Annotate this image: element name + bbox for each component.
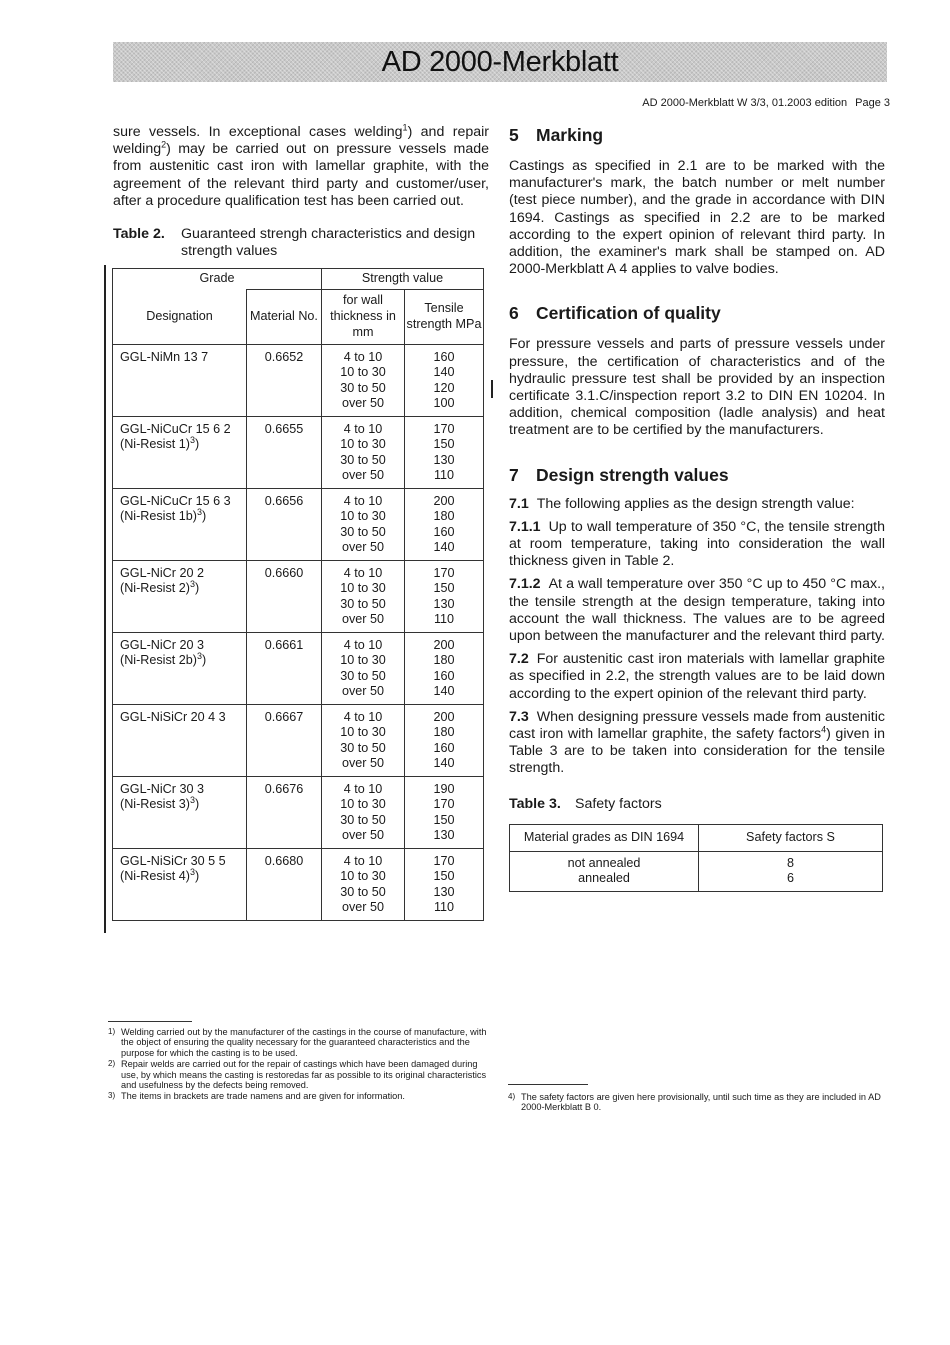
grade-name: GGL-NiMn 13 7: [120, 349, 209, 364]
document-reference: AD 2000-Merkblatt W 3/3, 01.2003 edition: [642, 97, 848, 109]
header-banner: [113, 42, 887, 82]
thickness-ranges: [322, 344, 405, 416]
tensile-values: [405, 344, 484, 416]
clause-7-1: [509, 496, 885, 513]
trade-name-text: (Ni-Resist 3): [120, 797, 190, 812]
tensile-value: 100: [433, 396, 455, 411]
grade-name: GGL-NiCr 20 2: [120, 565, 204, 580]
tensile-value: 200: [433, 709, 455, 724]
thickness-range: 10 to 30: [340, 509, 386, 524]
table-row: [113, 632, 484, 704]
table3-factors-cell: [699, 851, 883, 891]
thickness-range: 10 to 30: [340, 869, 386, 884]
grade-designation-cell: [113, 848, 247, 920]
header-material: Material No.: [247, 290, 322, 345]
section-5-body: Castings as specified in 2.1 are to be marked with the manufacturer's mark, the batch number or melt number (test piece number), and the grade in accordance with DIN 1694. Castings as specified in 2.2 are to be marked according to the expert opinion of relevant third party. In addition, the examiner's mark shall be stamped on. AD 2000-Merkblatt A 4 applies to valve bodies.: [509, 158, 885, 278]
tensile-value: 130: [433, 596, 455, 611]
thickness-range: over 50: [341, 468, 384, 483]
thickness-range: over 50: [341, 540, 384, 555]
tensile-values: [405, 416, 484, 488]
thickness-range: 10 to 30: [340, 437, 386, 452]
table2-title: Guaranteed strengh characteristics and design strength values: [181, 226, 476, 260]
thickness-range: over 50: [341, 396, 384, 411]
thickness-ranges: [322, 488, 405, 560]
footnote-ref-3: 3: [189, 578, 195, 589]
document-title: AD 2000-Merkblatt: [381, 46, 619, 78]
material-number: 0.6676: [247, 776, 322, 848]
tensile-value: 130: [433, 884, 455, 899]
table-row: [113, 704, 484, 776]
tensile-value: 110: [433, 900, 455, 915]
right-column: [509, 124, 885, 892]
tensile-value: 180: [433, 509, 455, 524]
header-grade: Grade: [113, 269, 322, 290]
table-row: [113, 776, 484, 848]
tensile-value: 140: [433, 365, 455, 380]
grade-designation-cell: [113, 704, 247, 776]
trade-name-text: (Ni-Resist 2b): [120, 653, 197, 668]
tensile-value: 170: [433, 853, 455, 868]
footnote-ref-3: 3: [196, 506, 202, 517]
tensile-values: [405, 848, 484, 920]
footnote-mark: 1): [108, 1027, 116, 1036]
material-number: 0.6655: [247, 416, 322, 488]
table3-label: Table 3.: [509, 795, 561, 812]
trade-name-text: (Ni-Resist 2): [120, 581, 190, 596]
thickness-range: over 50: [341, 828, 384, 843]
tensile-values: [405, 560, 484, 632]
thickness-range: 10 to 30: [340, 581, 386, 596]
section-title: Design strength values: [536, 464, 729, 485]
material-number: 0.6680: [247, 848, 322, 920]
tensile-value: 170: [433, 421, 455, 436]
table2-caption: [113, 226, 489, 260]
clause-text: The following applies as the design strength value:: [536, 495, 855, 512]
thickness-ranges: [322, 416, 405, 488]
clause-number: 7.2: [509, 651, 529, 668]
grade-trade-name: (Ni-Resist 4)$^3$): [120, 866, 200, 884]
tensile-value: 110: [433, 612, 455, 627]
grade-name: GGL-NiCr 20 3: [120, 637, 204, 652]
material-number: 0.6661: [247, 632, 322, 704]
grade-designation-cell: [113, 488, 247, 560]
thickness-range: 30 to 50: [340, 452, 386, 467]
thickness-range: 30 to 50: [340, 740, 386, 755]
thickness-range: 30 to 50: [340, 884, 386, 899]
footnotes-right: [508, 1092, 888, 1114]
tensile-value: 160: [433, 524, 455, 539]
section-number: 6: [509, 303, 519, 324]
grade-name: GGL-NiSiCr 20 4 3: [120, 709, 226, 724]
tensile-value: 160: [433, 668, 455, 683]
footnote-mark: 4): [508, 1092, 516, 1101]
clause-7-1-1: [509, 519, 885, 571]
clause-text-cont: ) given in Table 3 are to be taken into consideration for the tensile strength.: [509, 726, 885, 777]
footnote-3: [108, 1091, 488, 1101]
header-safety-factors: Safety factors S: [699, 824, 883, 851]
grade-designation-cell: [113, 776, 247, 848]
thickness-range: 4 to 10: [343, 493, 383, 508]
tensile-value: 200: [433, 637, 455, 652]
table2-label: Table 2.: [113, 226, 165, 243]
thickness-range: 10 to 30: [340, 797, 386, 812]
thickness-range: 10 to 30: [340, 653, 386, 668]
tensile-values: [405, 488, 484, 560]
thickness-range: 30 to 50: [340, 380, 386, 395]
material-number: 0.6652: [247, 344, 322, 416]
tensile-value: 130: [433, 828, 455, 843]
grade-trade-name: (Ni-Resist 2b)$^3$): [120, 650, 207, 668]
section-7-heading: [509, 464, 885, 486]
thickness-ranges: [322, 704, 405, 776]
clause-number: 7.1.2: [509, 576, 541, 593]
footnote-ref-3: 3: [189, 866, 195, 877]
tensile-value: 190: [433, 781, 455, 796]
table-row: [113, 344, 484, 416]
grade-annealed: annealed: [578, 871, 630, 886]
grade-not-annealed: not annealed: [567, 855, 641, 870]
thickness-range: 30 to 50: [340, 668, 386, 683]
trade-name-text: (Ni-Resist 1b): [120, 509, 197, 524]
tensile-value: 150: [433, 869, 455, 884]
clause-text: Up to wall temperature of 350 °C, the tensile strength at room temperature, taking into consideration the wall thickness given in Table 2.: [509, 518, 885, 570]
trade-name-text: (Ni-Resist 4): [120, 869, 190, 884]
table3-grades-cell: [510, 851, 699, 891]
thickness-range: 4 to 10: [343, 637, 383, 652]
footnote-ref-4: 4: [821, 724, 827, 735]
footnote-text: The safety factors are given here provisionally, until such time as they are included in AD 2000-Merkblatt B 0.: [521, 1092, 881, 1113]
clause-number: 7.1.1: [509, 518, 541, 535]
tensile-value: 180: [433, 725, 455, 740]
section-5-heading: [509, 124, 885, 146]
material-number: 0.6656: [247, 488, 322, 560]
tensile-values: [405, 776, 484, 848]
trade-name-text: (Ni-Resist 1): [120, 437, 190, 452]
thickness-ranges: [322, 776, 405, 848]
intro-text-1: sure vessels. In exceptional cases welding: [113, 124, 403, 140]
thickness-range: 10 to 30: [340, 365, 386, 380]
footnote-ref-2: 2: [161, 139, 167, 150]
tensile-value: 150: [433, 437, 455, 452]
tensile-value: 160: [433, 740, 455, 755]
tensile-value: 200: [433, 493, 455, 508]
clause-text: For austenitic cast iron materials with lamellar graphite as specified in 2.2, the strength values are to be laid down according to the expert opinion of the relevant third party.: [509, 651, 885, 702]
grade-designation-cell: [113, 560, 247, 632]
table2: [112, 268, 484, 921]
header-material-grades: Material grades as DIN 1694: [510, 824, 699, 851]
tensile-value: 150: [433, 581, 455, 596]
clause-number: 7.3: [509, 708, 529, 725]
footnote-1: [108, 1027, 488, 1058]
grade-name: GGL-NiCuCr 15 6 2: [120, 421, 231, 436]
grade-designation-cell: [113, 632, 247, 704]
table2-sidebar-rule: [104, 265, 106, 933]
grade-name: GGL-NiCr 30 3: [120, 781, 204, 796]
section-6-body: For pressure vessels and parts of pressure vessels under pressure, the certification of characteristics and of the hydraulic pressure test shall be provided by an inspection certificate 3.1.C/inspection report 3.2 to DIN EN 10204. In addition, chemical composition (ladle analysis) and heat treatment are to be certified by the manufacturers.: [509, 336, 885, 439]
thickness-ranges: [322, 632, 405, 704]
revision-bar: [491, 380, 493, 398]
grade-designation-cell: [113, 344, 247, 416]
footnote-4: [508, 1092, 888, 1113]
grade-trade-name: (Ni-Resist 1)$^3$): [120, 434, 200, 452]
thickness-ranges: [322, 848, 405, 920]
thickness-range: 4 to 10: [343, 853, 383, 868]
thickness-range: 4 to 10: [343, 709, 383, 724]
tensile-values: [405, 632, 484, 704]
tensile-value: 130: [433, 452, 455, 467]
thickness-range: 30 to 50: [340, 812, 386, 827]
material-number: 0.6660: [247, 560, 322, 632]
header-wall-thickness: for wall thickness in mm: [322, 290, 405, 345]
footnote-ref-3: 3: [196, 650, 202, 661]
tensile-value: 150: [433, 812, 455, 827]
tensile-value: 140: [433, 756, 455, 771]
left-column: [113, 124, 489, 260]
clause-text: At a wall temperature over 350 °C up to 450 °C max., the tensile strength at the design temperature, taking into account the wall thickness. The values are to be agreed upon between the manufacturer and the relevant third party.: [509, 576, 885, 645]
factor-annealed: 6: [786, 871, 794, 886]
tensile-value: 180: [433, 653, 455, 668]
clause-text: When designing pressure vessels made from austenitic cast iron with lamellar graphite, the safety factors: [509, 708, 885, 743]
tensile-value: 160: [433, 349, 455, 364]
table-row: [113, 848, 484, 920]
footnotes-left: [108, 1027, 488, 1103]
footnote-ref-3: 3: [189, 434, 195, 445]
factor-not-annealed: 8: [786, 855, 794, 870]
thickness-range: over 50: [341, 900, 384, 915]
section-title: Certification of quality: [536, 303, 721, 324]
tensile-value: 170: [433, 797, 455, 812]
tensile-values: [405, 704, 484, 776]
tensile-value: 140: [433, 684, 455, 699]
footnote-ref-3: 3: [189, 794, 195, 805]
thickness-range: 30 to 50: [340, 596, 386, 611]
clause-7-1-2: [509, 576, 885, 645]
table-row: [113, 488, 484, 560]
grade-name: GGL-NiCuCr 15 6 3: [120, 493, 231, 508]
section-title: Marking: [536, 125, 604, 145]
page-reference: [642, 97, 890, 109]
header-strength: Strength value: [322, 269, 484, 290]
table3-title: Safety factors: [575, 795, 662, 812]
grade-trade-name: (Ni-Resist 2)$^3$): [120, 578, 200, 596]
clause-number: 7.1: [509, 495, 529, 512]
footnote-ref-1: 1: [402, 122, 408, 133]
tensile-value: 110: [433, 468, 455, 483]
clause-7-3: [509, 709, 885, 778]
tensile-value: 170: [433, 565, 455, 580]
intro-text-2: ) and repair welding: [113, 124, 489, 158]
table-row: [113, 560, 484, 632]
thickness-range: 10 to 30: [340, 725, 386, 740]
thickness-range: 4 to 10: [343, 349, 383, 364]
thickness-range: 4 to 10: [343, 565, 383, 580]
header-tensile-strength: Tensile strength MPa: [405, 290, 484, 345]
section-6-heading: [509, 302, 885, 324]
clause-7-2: [509, 651, 885, 703]
material-number: 0.6667: [247, 704, 322, 776]
footnote-rule-right: [508, 1084, 588, 1085]
section-number: 5: [509, 125, 519, 145]
footnote-text: Repair welds are carried out for the repair of castings which have been damaged during use, by which means the casting is restoredas far as possible to its original characteristics and usefulness by the defects being removed.: [121, 1059, 487, 1091]
footnote-mark: 2): [108, 1059, 116, 1069]
tensile-value: 120: [433, 380, 455, 395]
page-number: Page 3: [855, 97, 890, 109]
grade-trade-name: (Ni-Resist 3)$^3$): [120, 794, 200, 812]
thickness-range: over 50: [341, 684, 384, 699]
table3: [509, 824, 883, 892]
header-designation: Designation: [113, 290, 247, 345]
footnote-mark: 3): [108, 1091, 116, 1101]
intro-paragraph: [113, 124, 489, 210]
grade-name: GGL-NiSiCr 30 5 5: [120, 853, 226, 868]
thickness-range: 4 to 10: [343, 421, 383, 436]
table3-caption: [509, 796, 885, 812]
tensile-value: 140: [433, 540, 455, 555]
thickness-range: over 50: [341, 612, 384, 627]
grade-trade-name: (Ni-Resist 1b)$^3$): [120, 506, 207, 524]
table-row: [113, 416, 484, 488]
thickness-range: 30 to 50: [340, 524, 386, 539]
footnote-text: Welding carried out by the manufacturer of the castings in the course of manufacture, with the object of ensuring the quality necessary for the guaranteed characteristics and the purpose for which the casting is to be used.: [121, 1027, 487, 1058]
thickness-ranges: [322, 560, 405, 632]
footnote-text: The items in brackets are trade namens and are given for information.: [121, 1091, 405, 1102]
section-number: 7: [509, 464, 519, 485]
grade-designation-cell: [113, 416, 247, 488]
thickness-range: over 50: [341, 756, 384, 771]
thickness-range: 4 to 10: [343, 781, 383, 796]
footnote-rule-left: [108, 1021, 192, 1022]
intro-text-3: ) may be carried out on pressure vessels made from austenitic cast iron with lamellar graphite, with the agreement of the relevant third party and customer/user, after a procedure qualification test has been carried out.: [113, 141, 489, 209]
footnote-2: [108, 1059, 488, 1090]
